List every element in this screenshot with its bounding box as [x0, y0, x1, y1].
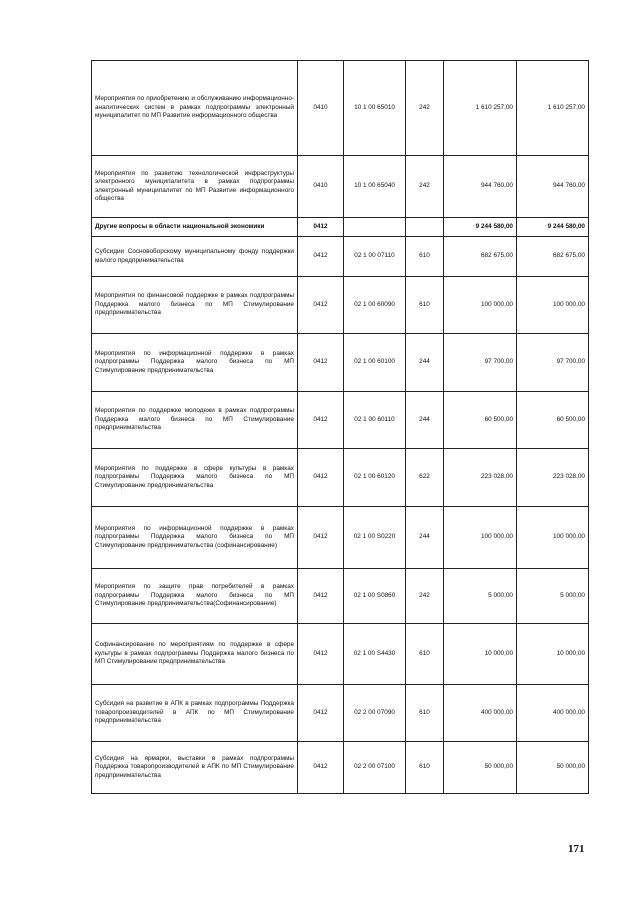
row-section-code: 0412 [298, 569, 344, 624]
row-expense-type: 242 [406, 61, 444, 156]
row-amount-2: 5 000,00 [517, 569, 589, 624]
table-row [92, 334, 589, 392]
row-amount: 9 244 580,00 [444, 218, 517, 237]
row-amount: 400 000,00 [444, 685, 517, 742]
row-amount-2: 9 244 580,00 [517, 218, 589, 237]
row-amount-2: 97 700,00 [517, 334, 589, 392]
row-expense-type: 610 [406, 685, 444, 742]
table-row [92, 156, 589, 218]
table-row [92, 624, 589, 685]
row-target-article: 02 1 00 60120 [344, 449, 406, 507]
row-section-code: 0412 [298, 392, 344, 449]
table-row [92, 569, 589, 624]
row-expense-type: 242 [406, 156, 444, 218]
row-name: Софинансирование по мероприятиям по поддержке в сфере культуры в рамках подпрограммы Поддержка малого бизнеса по МП Стимулирование предпринимательства [92, 624, 298, 685]
table-row [92, 218, 589, 237]
table-row [92, 507, 589, 569]
row-target-article: 10 1 00 65010 [344, 61, 406, 156]
row-amount-2: 50 000,00 [517, 742, 589, 794]
row-name: Субсидия на ярмарки, выставки в рамках подпрограммы Поддержка товаропроизводителей в АПК по МП Стимулирование предпринимательства [92, 742, 298, 794]
row-target-article: 02 1 00 07110 [344, 237, 406, 277]
table-row [92, 392, 589, 449]
row-name: Мероприятия по поддержке в сфере культуры в рамках подпрограммы Поддержка малого бизнеса по МП Стимулирование предпринимательства [92, 449, 298, 507]
row-section-code: 0412 [298, 624, 344, 685]
table-row [92, 61, 589, 156]
table-row [92, 685, 589, 742]
row-target-article: 02 1 00 60100 [344, 334, 406, 392]
row-name: Мероприятия по информационной поддержке в рамках подпрограммы Поддержка малого бизнеса по МП Стимулирование предпринимательства [92, 334, 298, 392]
row-target-article [344, 218, 406, 237]
row-target-article: 02 2 00 07090 [344, 685, 406, 742]
row-amount: 944 760,00 [444, 156, 517, 218]
row-section-code: 0412 [298, 507, 344, 569]
row-expense-type: 610 [406, 237, 444, 277]
budget-table [91, 60, 589, 794]
row-section-code: 0412 [298, 742, 344, 794]
row-target-article: 02 1 00 S0860 [344, 569, 406, 624]
row-amount: 100 000,00 [444, 277, 517, 334]
row-amount: 223 028,00 [444, 449, 517, 507]
row-amount: 10 000,00 [444, 624, 517, 685]
row-name: Другие вопросы в области национальной экономики [92, 218, 298, 237]
row-target-article: 02 1 00 S4430 [344, 624, 406, 685]
row-target-article: 02 2 00 07100 [344, 742, 406, 794]
row-expense-type: 622 [406, 449, 444, 507]
row-amount-2: 400 000,00 [517, 685, 589, 742]
row-target-article: 02 1 00 S0220 [344, 507, 406, 569]
row-amount: 682 675,00 [444, 237, 517, 277]
row-target-article: 10 1 00 65040 [344, 156, 406, 218]
page-number: 171 [568, 843, 585, 855]
row-section-code: 0410 [298, 156, 344, 218]
row-expense-type [406, 218, 444, 237]
table-row [92, 237, 589, 277]
row-section-code: 0412 [298, 449, 344, 507]
row-section-code: 0412 [298, 277, 344, 334]
row-amount-2: 682 675,00 [517, 237, 589, 277]
row-section-code: 0410 [298, 61, 344, 156]
row-amount: 97 700,00 [444, 334, 517, 392]
table-row [92, 742, 589, 794]
row-section-code: 0412 [298, 237, 344, 277]
row-amount-2: 223 028,00 [517, 449, 589, 507]
row-section-code: 0412 [298, 334, 344, 392]
row-expense-type: 242 [406, 569, 444, 624]
row-amount-2: 1 610 257,00 [517, 61, 589, 156]
row-expense-type: 610 [406, 624, 444, 685]
row-name: Мероприятия по защите прав потребителей в рамках подпрограммы Поддержка малого бизнеса по МП Стимулирование предпринимательства(Софинансирование) [92, 569, 298, 624]
row-name: Субсидия на развитие в АПК в рамках подпрограммы Поддержка товаропроизводителей в АПК по МП Стимулирование предпринимательства [92, 685, 298, 742]
row-expense-type: 244 [406, 334, 444, 392]
row-section-code: 0412 [298, 685, 344, 742]
row-amount-2: 60 500,00 [517, 392, 589, 449]
row-name: Субсидии Сосновоборскому муниципальному фонду поддержки малого предпринимательства [92, 237, 298, 277]
row-expense-type: 244 [406, 507, 444, 569]
table-row [92, 449, 589, 507]
row-amount: 1 610 257,00 [444, 61, 517, 156]
row-amount: 5 000,00 [444, 569, 517, 624]
row-amount: 50 000,00 [444, 742, 517, 794]
row-name: Мероприятия по финансовой поддержке в рамках подпрограммы Поддержка малого бизнеса по МП Стимулирование предпринимательства [92, 277, 298, 334]
row-amount: 100 000,00 [444, 507, 517, 569]
row-amount-2: 100 000,00 [517, 507, 589, 569]
row-amount-2: 100 000,00 [517, 277, 589, 334]
row-target-article: 02 1 00 60110 [344, 392, 406, 449]
row-section-code: 0412 [298, 218, 344, 237]
budget-table-body [92, 61, 589, 794]
row-expense-type: 244 [406, 392, 444, 449]
row-amount-2: 944 760,00 [517, 156, 589, 218]
row-amount-2: 10 000,00 [517, 624, 589, 685]
row-amount: 60 500,00 [444, 392, 517, 449]
row-name: Мероприятия по информационной поддержке в рамках подпрограммы Поддержка малого бизнеса по МП Стимулирование предпринимательства (софинансирование) [92, 507, 298, 569]
table-row [92, 277, 589, 334]
row-expense-type: 610 [406, 742, 444, 794]
row-name: Мероприятия по приобретению и обслуживанию информационно-аналитических систем в рамках подпрограммы электронный муниципалитет по МП Развитие информационного общества [92, 61, 298, 156]
row-expense-type: 610 [406, 277, 444, 334]
row-name: Мероприятия по развитию технологической инфраструктуры электронного муниципалитета в рамках подпрограммы электронный муниципалитет по МП Развитие информационного общества [92, 156, 298, 218]
row-name: Мероприятия по поддержке молодежи в рамках подпрограммы Поддержка малого бизнеса по МП Стимулирование предпринимательства [92, 392, 298, 449]
row-target-article: 02 1 00 60090 [344, 277, 406, 334]
